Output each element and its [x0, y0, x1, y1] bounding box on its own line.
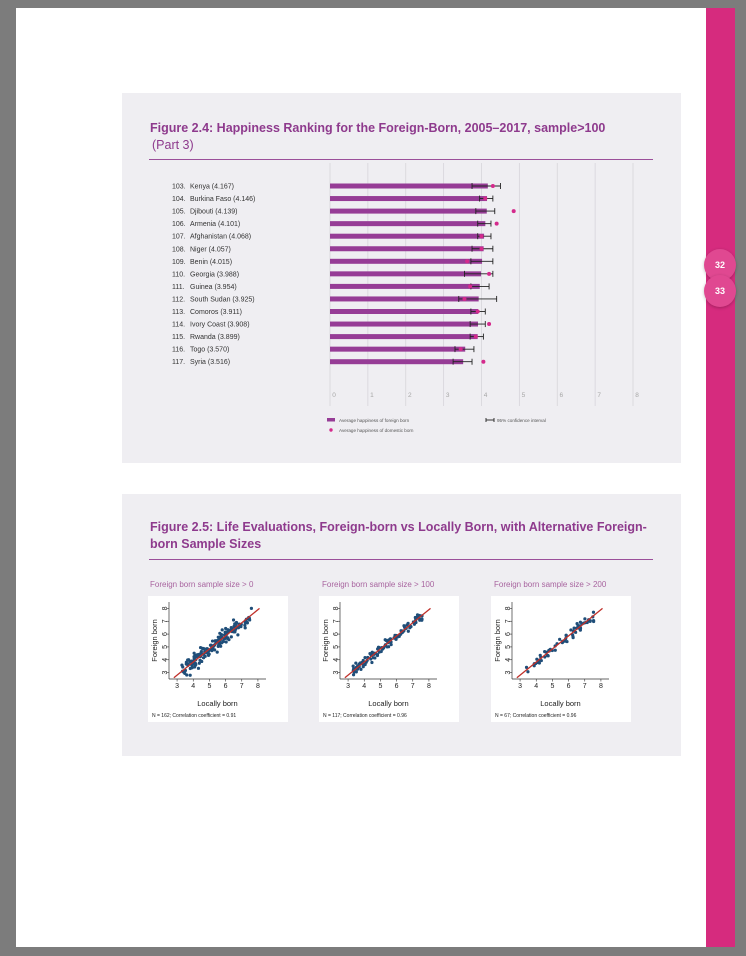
scatter-subtitle-200: Foreign born sample size > 200 — [494, 580, 607, 589]
scatter-point — [592, 611, 595, 614]
scatter-point — [217, 644, 220, 647]
y-tick-label: 6 — [332, 632, 340, 637]
x-tick-label: 7 — [597, 392, 601, 399]
scatter-subtitle-0: Foreign born sample size > 0 — [150, 580, 254, 589]
x-tick-label: 8 — [635, 392, 639, 399]
y-axis-label: Foreign born — [492, 619, 502, 662]
fit-line — [517, 608, 603, 677]
scatter-point — [192, 655, 195, 658]
country-label: Niger (4.057) — [190, 246, 231, 254]
x-tick-label: 3 — [346, 683, 351, 690]
y-tick-label: 3 — [504, 670, 512, 675]
scatter-point — [245, 621, 248, 624]
scatter-point — [386, 645, 389, 648]
rank-label: 112. — [172, 296, 186, 304]
scatter-plot-0 — [148, 596, 288, 722]
scatter-point — [583, 617, 586, 620]
rank-label: 105. — [172, 208, 186, 216]
x-axis-label: Locally born — [368, 699, 409, 708]
figure-2-4-panel — [122, 93, 681, 463]
y-tick-label: 4 — [332, 657, 340, 662]
x-tick-label: 5 — [550, 683, 555, 690]
scatter-point — [197, 667, 200, 670]
scatter-note-100: N = 117; Correlation coefficient = 0.96 — [323, 713, 407, 719]
bar — [330, 322, 478, 327]
rank-label: 106. — [172, 221, 186, 229]
scatter-point — [384, 638, 387, 641]
rank-label: 114. — [172, 321, 186, 329]
scatter-point — [199, 646, 202, 649]
scatter-point — [193, 652, 196, 655]
scatter-point — [526, 670, 529, 673]
country-label: Ivory Coast (3.908) — [190, 321, 250, 329]
y-axis-label: Foreign born — [149, 619, 159, 662]
scatter-point — [352, 673, 355, 676]
y-tick-label: 7 — [161, 619, 169, 624]
y-tick-label: 6 — [504, 632, 512, 637]
scatter-point — [538, 661, 541, 664]
x-tick-label: 3 — [445, 392, 450, 399]
scatter-point — [572, 636, 575, 639]
x-axis-label: Locally born — [197, 699, 238, 708]
bar — [330, 259, 482, 264]
legend-bar-label: Average happiness of foreign born — [339, 418, 410, 423]
x-tick-label: 3 — [518, 683, 523, 690]
x-tick-label: 4 — [191, 683, 196, 690]
scatter-point — [579, 621, 582, 624]
rank-label: 108. — [172, 246, 186, 254]
domestic-dot — [487, 272, 491, 276]
side-accent-bar — [706, 8, 735, 947]
y-tick-label: 5 — [161, 644, 169, 649]
domestic-dot — [481, 360, 485, 364]
country-label: Rwanda (3.899) — [190, 334, 240, 342]
figure-2-5-panel — [122, 494, 681, 756]
rank-label: 115. — [172, 334, 186, 342]
scatter-point — [230, 626, 233, 629]
y-tick-label: 3 — [332, 670, 340, 675]
x-tick-label: 8 — [598, 683, 603, 690]
domestic-dot — [512, 209, 516, 213]
title-rule — [149, 559, 653, 560]
rank-label: 113. — [172, 309, 186, 316]
scatter-point — [420, 619, 423, 622]
country-label: Djibouti (4.139) — [190, 208, 238, 216]
y-tick-label: 4 — [504, 657, 512, 662]
domestic-dot — [495, 222, 499, 226]
x-axis-label: Locally born — [540, 699, 581, 708]
scatter-note-0: N = 162; Correlation coefficient = 0.91 — [152, 713, 237, 719]
scatter-point — [244, 626, 247, 629]
x-tick-label: 2 — [407, 392, 412, 399]
bar — [330, 359, 463, 364]
scatter-point — [225, 640, 228, 643]
bar — [330, 234, 484, 239]
country-label: Georgia (3.988) — [190, 271, 240, 279]
scatter-point — [373, 656, 376, 659]
scatter-point — [211, 639, 214, 642]
country-label: South Sudan (3.925) — [190, 296, 255, 304]
legend-bar-swatch — [327, 418, 335, 422]
country-label: Afghanistan (4.068) — [190, 233, 252, 241]
domestic-dot — [480, 247, 484, 251]
scatter-point — [221, 628, 224, 631]
x-tick-label: 4 — [483, 392, 488, 399]
scatter-point — [236, 633, 239, 636]
x-tick-label: 7 — [239, 683, 244, 690]
scatter-point — [363, 656, 366, 659]
legend-domestic-swatch — [329, 428, 332, 431]
scatter-point — [189, 674, 192, 677]
x-tick-label: 3 — [175, 683, 180, 690]
country-label: Benin (4.015) — [190, 258, 233, 266]
scatter-point — [575, 622, 578, 625]
scatter-point — [183, 672, 186, 675]
y-axis-label: Foreign born — [320, 619, 330, 662]
scatter-panel-200 — [491, 596, 631, 722]
scatter-point — [217, 636, 220, 639]
x-tick-label: 8 — [255, 683, 260, 690]
scatter-panel-0 — [148, 596, 288, 722]
rank-label: 104. — [172, 196, 186, 204]
y-tick-label: 8 — [504, 606, 512, 611]
scatter-point — [407, 630, 410, 633]
bar — [330, 271, 481, 276]
scatter-point — [202, 656, 205, 659]
domestic-dot — [459, 347, 463, 351]
scatter-point — [377, 646, 380, 649]
scatter-point — [185, 661, 188, 664]
x-tick-label: 7 — [410, 683, 415, 690]
scatter-point — [224, 627, 227, 630]
scatter-point — [198, 659, 201, 662]
scatter-plot-100 — [319, 596, 459, 722]
scatter-point — [198, 662, 201, 665]
bar — [330, 221, 485, 226]
domestic-dot — [474, 335, 478, 339]
fit-line — [174, 608, 260, 677]
figure-2-5-title: Figure 2.5: Life Evaluations, Foreign-born vs Locally Born, with Alternative Foreign-born Sample Sizes — [150, 520, 647, 551]
country-label: Burkina Faso (4.146) — [190, 196, 256, 204]
y-tick-label: 3 — [161, 670, 169, 675]
x-tick-label: 6 — [394, 683, 399, 690]
rank-label: 116. — [172, 346, 186, 354]
scatter-point — [565, 640, 568, 643]
country-label: Comoros (3.911) — [190, 309, 243, 316]
scatter-point — [569, 628, 572, 631]
domestic-dot — [483, 197, 487, 201]
y-tick-label: 7 — [332, 619, 340, 624]
legend-ci-label: 95% confidence interval — [497, 418, 546, 423]
scatter-point — [181, 665, 184, 668]
x-tick-label: 4 — [362, 683, 367, 690]
scatter-plot-200 — [491, 596, 631, 722]
y-tick-label: 8 — [332, 606, 340, 611]
bar — [330, 309, 478, 314]
x-tick-label: 1 — [370, 392, 374, 399]
domestic-dot — [487, 322, 491, 326]
scatter-point — [370, 661, 373, 664]
scatter-point — [220, 641, 223, 644]
scatter-point — [216, 651, 219, 654]
figure-2-4-subtitle: (Part 3) — [152, 138, 194, 152]
rank-label: 110. — [172, 271, 186, 279]
scatter-point — [573, 627, 576, 630]
scatter-point — [543, 650, 546, 653]
rank-label: 111. — [172, 283, 185, 291]
x-tick-label: 5 — [207, 683, 212, 690]
scatter-point — [354, 662, 357, 665]
scatter-subtitle-100: Foreign born sample size > 100 — [322, 580, 435, 589]
scatter-panel-100 — [319, 596, 459, 722]
legend-domestic-label: Average happiness of domestic born — [339, 428, 414, 433]
scatter-point — [250, 607, 253, 610]
x-tick-label: 4 — [534, 683, 539, 690]
scatter-point — [213, 648, 216, 651]
rank-label: 109. — [172, 258, 186, 266]
bar — [330, 284, 480, 289]
scatter-point — [208, 653, 211, 656]
scatter-point — [554, 649, 557, 652]
bar — [330, 347, 465, 352]
rank-label: 103. — [172, 183, 186, 191]
page-tab-33[interactable]: 33 — [704, 275, 736, 307]
y-tick-label: 4 — [161, 657, 169, 662]
x-tick-label: 0 — [332, 392, 336, 399]
rank-label: 107. — [172, 233, 186, 241]
scatter-point — [592, 620, 595, 623]
figure-2-4-title-text: Figure 2.4: Happiness Ranking for the Foreign-Born, 2005–2017, sample>100 — [150, 121, 606, 135]
x-tick-label: 6 — [566, 683, 571, 690]
scatter-point — [539, 654, 542, 657]
scatter-point — [230, 635, 233, 638]
domestic-dot — [468, 284, 472, 288]
domestic-dot — [476, 310, 480, 314]
rank-label: 117. — [172, 359, 186, 367]
y-tick-label: 7 — [504, 619, 512, 624]
bar — [330, 209, 487, 214]
y-tick-label: 8 — [161, 606, 169, 611]
bar — [330, 296, 479, 301]
bar — [330, 334, 478, 339]
y-tick-label: 5 — [504, 644, 512, 649]
scatter-point — [380, 650, 383, 653]
country-label: Kenya (4.167) — [190, 183, 234, 191]
domestic-dot — [465, 259, 469, 263]
scatter-point — [558, 638, 561, 641]
x-tick-label: 8 — [426, 683, 431, 690]
scatter-point — [220, 633, 223, 636]
fit-line — [345, 608, 431, 677]
country-label: Togo (3.570) — [190, 346, 230, 354]
x-tick-label: 6 — [559, 392, 564, 399]
y-tick-label: 6 — [161, 632, 169, 637]
domestic-dot — [462, 297, 466, 301]
x-tick-label: 5 — [521, 392, 526, 399]
bar — [330, 196, 487, 201]
country-label: Syria (3.516) — [190, 359, 231, 367]
domestic-dot — [480, 234, 484, 238]
country-label: Armenia (4.101) — [190, 221, 241, 229]
x-tick-label: 6 — [223, 683, 228, 690]
scatter-point — [232, 618, 235, 621]
bar — [330, 184, 488, 189]
bar — [330, 246, 484, 251]
country-label: Guinea (3.954) — [190, 283, 237, 291]
happiness-ranking-chart — [122, 93, 681, 463]
y-tick-label: 5 — [332, 644, 340, 649]
domestic-dot — [491, 184, 495, 188]
x-tick-label: 7 — [582, 683, 587, 690]
page-tab-32[interactable]: 32 — [704, 249, 736, 281]
scatter-note-200: N = 67; Correlation coefficient = 0.96 — [495, 713, 577, 719]
x-tick-label: 5 — [378, 683, 383, 690]
